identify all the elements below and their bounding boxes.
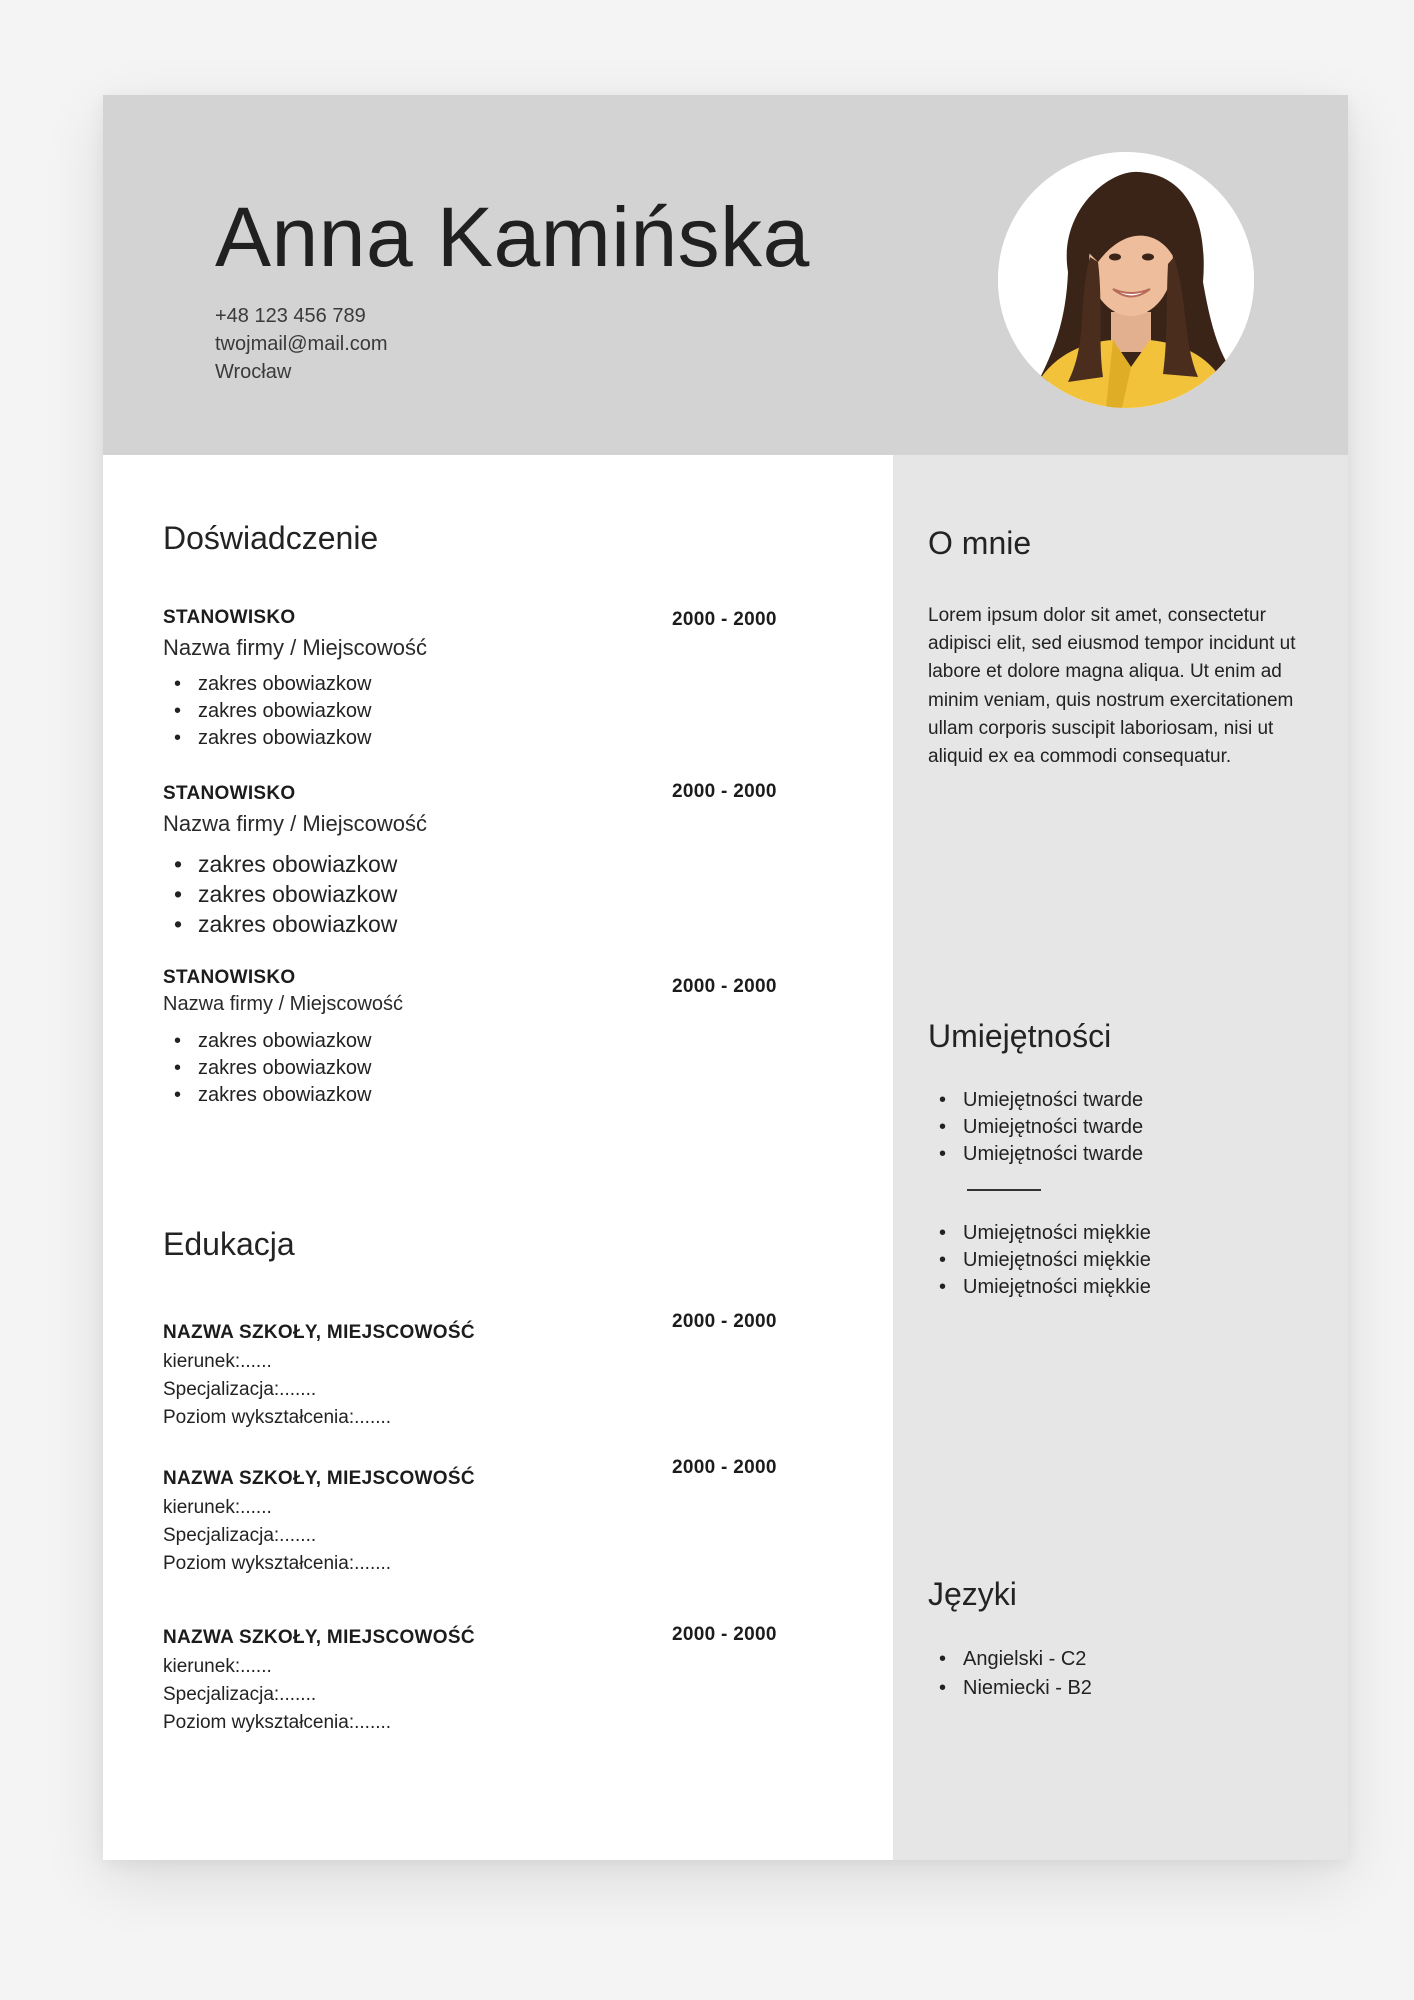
school-2-level: Poziom wykształcenia:....... [163, 1553, 392, 1574]
list-item: • Umiejętności miękkie [928, 1274, 1151, 1301]
list-item: • zakres obowiazkow [163, 879, 397, 909]
list-item: • zakres obowiazkow [163, 1082, 371, 1109]
phone: +48 123 456 789 [215, 305, 366, 327]
list-item: • zakres obowiazkow [163, 1055, 371, 1082]
list-item: • Umiejętności twarde [928, 1141, 1143, 1168]
city: Wrocław [215, 361, 292, 383]
school-3-specialization: Specjalizacja:....... [163, 1684, 317, 1705]
list-item: • zakres obowiazkow [163, 909, 397, 939]
job-1-duties [163, 671, 371, 752]
skills-divider [967, 1189, 1041, 1191]
school-2-dates: 2000 - 2000 [672, 1457, 777, 1478]
school-2-name: NAZWA SZKOŁY, MIEJSCOWOŚĆ [163, 1468, 475, 1489]
school-2-specialization: Specjalizacja:....... [163, 1525, 317, 1546]
school-1-name: NAZWA SZKOŁY, MIEJSCOWOŚĆ [163, 1322, 475, 1343]
job-1-company: Nazwa firmy / Miejscowość [163, 635, 428, 660]
job-2-position: STANOWISKO [163, 783, 296, 804]
list-item: • Umiejętności miękkie [928, 1220, 1151, 1247]
school-1-level: Poziom wykształcenia:....... [163, 1407, 392, 1428]
list-item: • zakres obowiazkow [163, 671, 371, 698]
soft-skills-list [928, 1220, 1151, 1301]
languages-list [928, 1645, 1092, 1703]
job-3-position: STANOWISKO [163, 967, 296, 988]
school-1-field: kierunek:...... [163, 1351, 272, 1372]
candidate-name: Anna Kamińska [215, 190, 810, 284]
list-item: • Angielski - C2 [928, 1645, 1092, 1674]
school-1-dates: 2000 - 2000 [672, 1311, 777, 1332]
list-item: • zakres obowiazkow [163, 849, 397, 879]
school-3-dates: 2000 - 2000 [672, 1624, 777, 1645]
job-1-position: STANOWISKO [163, 607, 296, 628]
list-item: • Umiejętności miękkie [928, 1247, 1151, 1274]
list-item: • zakres obowiazkow [163, 725, 371, 752]
job-2-company: Nazwa firmy / Miejscowość [163, 811, 428, 836]
school-3-name: NAZWA SZKOŁY, MIEJSCOWOŚĆ [163, 1627, 475, 1648]
portrait-photo [998, 152, 1254, 408]
list-item: • Niemiecki - B2 [928, 1674, 1092, 1703]
list-item: • Umiejętności twarde [928, 1114, 1143, 1141]
list-item: • Umiejętności twarde [928, 1087, 1143, 1114]
hard-skills-list [928, 1087, 1143, 1168]
languages-title: Języki [928, 1576, 1017, 1612]
experience-title: Doświadczenie [163, 520, 379, 556]
avatar [998, 152, 1254, 408]
school-1-specialization: Specjalizacja:....... [163, 1379, 317, 1400]
job-3-dates: 2000 - 2000 [672, 976, 777, 997]
education-title: Edukacja [163, 1226, 295, 1262]
job-1-dates: 2000 - 2000 [672, 609, 777, 630]
email: twojmail@mail.com [215, 333, 388, 355]
school-2-field: kierunek:...... [163, 1497, 272, 1518]
list-item: • zakres obowiazkow [163, 1028, 371, 1055]
school-3-field: kierunek:...... [163, 1656, 272, 1677]
job-2-dates: 2000 - 2000 [672, 781, 777, 802]
school-3-level: Poziom wykształcenia:....... [163, 1712, 392, 1733]
job-2-duties [163, 849, 397, 939]
job-3-company: Nazwa firmy / Miejscowość [163, 993, 404, 1015]
about-text: Lorem ipsum dolor sit amet, consectetur adipisci elit, sed eiusmod tempor incidunt ut labore et dolore magna aliqua. Ut enim ad minim veniam, quis nostrum exercitationem ullam corporis suscipit laboriosam, nisi ut aliquid ex ea commodi consequatur. [928, 605, 1296, 768]
contact-block [215, 302, 388, 386]
job-3-duties [163, 1028, 371, 1109]
list-item: • zakres obowiazkow [163, 698, 371, 725]
skills-title: Umiejętności [928, 1018, 1112, 1054]
about-title: O mnie [928, 525, 1032, 561]
